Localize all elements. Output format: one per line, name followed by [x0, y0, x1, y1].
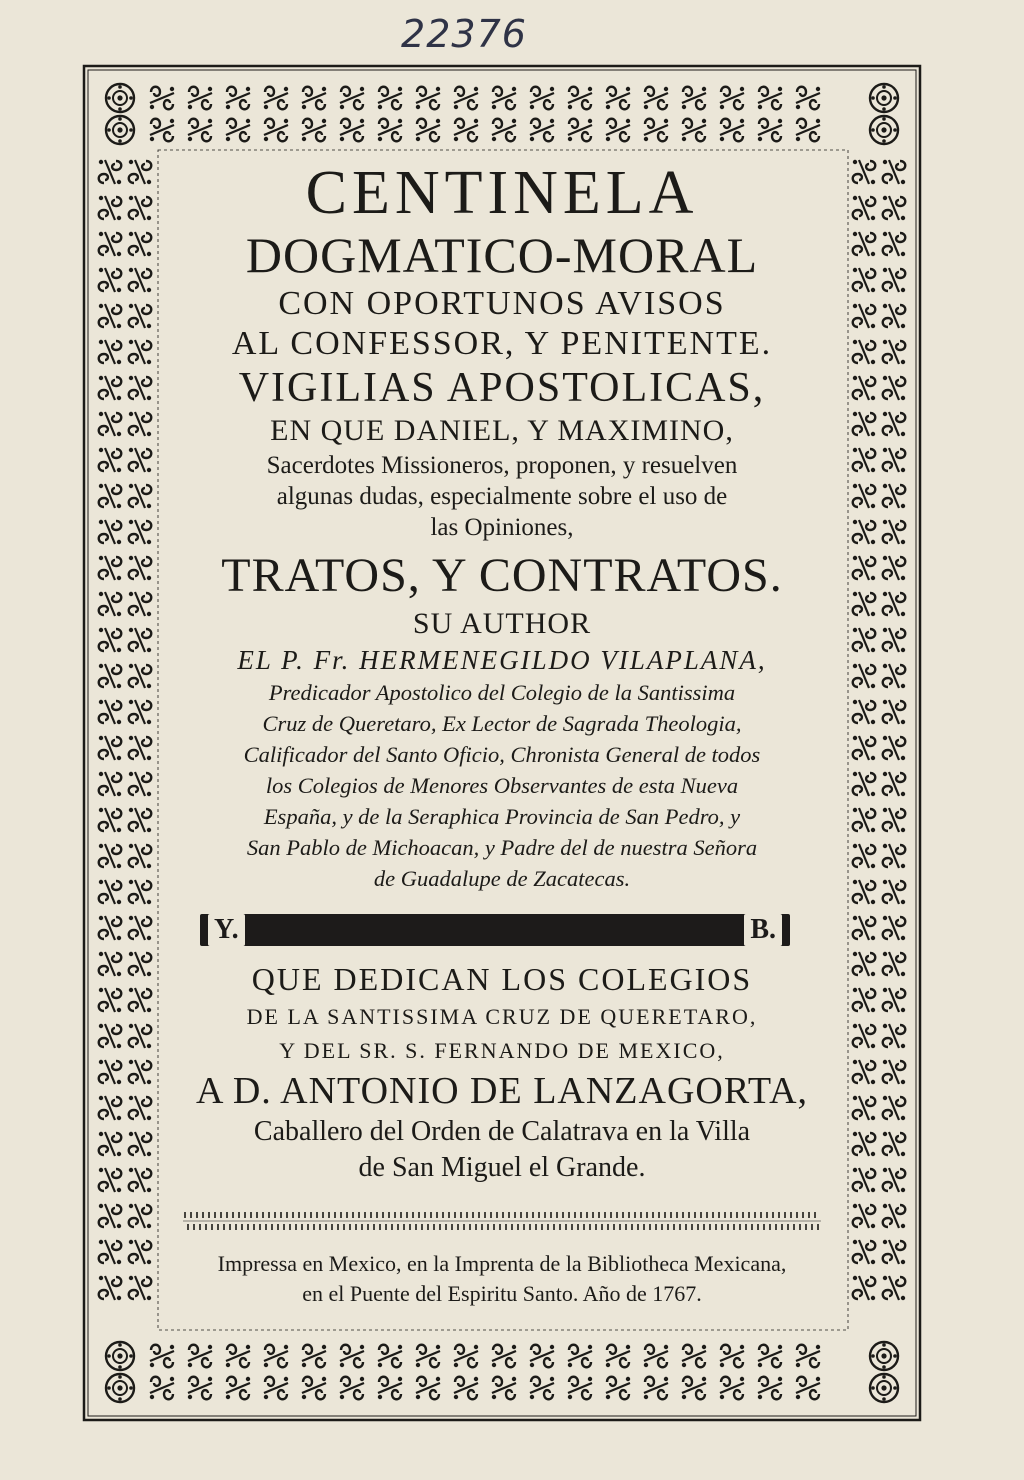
fleuron-ornament-icon	[454, 87, 478, 110]
fleuron-ornament-icon	[129, 1168, 152, 1192]
fleuron-ornament-icon	[99, 304, 122, 328]
fleuron-ornament-icon	[796, 1345, 820, 1368]
fleuron-ornament-icon	[340, 119, 364, 142]
author-credential-line: San Pablo de Michoacan, y Padre del de nuestra Señora	[246, 835, 758, 860]
author-credential-line: Predicador Apostolico del Colegio de la Santissima	[268, 680, 736, 705]
fleuron-ornament-icon	[853, 592, 876, 616]
fleuron-ornament-icon	[416, 1345, 440, 1368]
fleuron-ornament-icon	[883, 736, 906, 760]
fleuron-ornament-icon	[99, 268, 122, 292]
dedication-line-san-miguel: de San Miguel el Grande.	[358, 1152, 646, 1183]
fleuron-ornament-icon	[720, 87, 744, 110]
fleuron-ornament-icon	[129, 880, 152, 904]
fleuron-ornament-icon	[853, 700, 876, 724]
fleuron-ornament-icon	[264, 1345, 288, 1368]
redaction-bar-right-letter: B.	[744, 914, 782, 946]
fleuron-ornament-icon	[99, 700, 122, 724]
fleuron-ornament-icon	[226, 1377, 250, 1400]
title-line-opiniones: las Opiniones,	[430, 514, 574, 541]
fleuron-ornament-icon	[853, 376, 876, 400]
fleuron-ornament-icon	[129, 664, 152, 688]
fleuron-ornament-icon	[853, 556, 876, 580]
author-credential-line: Calificador del Santo Oficio, Chronista General de todos	[243, 742, 761, 767]
title-line-centinela: CENTINELA	[305, 159, 699, 227]
fleuron-ornament-icon	[853, 628, 876, 652]
title-line-sacerdotes: Sacerdotes Missioneros, proponen, y resuelven	[266, 452, 738, 479]
fleuron-ornament-icon	[720, 119, 744, 142]
fleuron-ornament-icon	[150, 119, 174, 142]
fleuron-ornament-icon	[853, 520, 876, 544]
fleuron-ornament-icon	[99, 880, 122, 904]
fleuron-ornament-icon	[853, 1168, 876, 1192]
fleuron-ornament-icon	[99, 484, 122, 508]
fleuron-ornament-icon	[302, 87, 326, 110]
fleuron-ornament-icon	[99, 988, 122, 1012]
fleuron-ornament-icon	[129, 916, 152, 940]
title-line-dogmatico-moral: DOGMATICO-MORAL	[245, 227, 759, 283]
fleuron-ornament-icon	[883, 1204, 906, 1228]
fleuron-ornament-icon	[129, 772, 152, 796]
fleuron-ornament-icon	[758, 87, 782, 110]
fleuron-ornament-icon	[853, 196, 876, 220]
fleuron-ornament-icon	[226, 1345, 250, 1368]
fleuron-ornament-icon	[853, 268, 876, 292]
fleuron-ornament-icon	[302, 119, 326, 142]
fleuron-ornament-icon	[302, 1345, 326, 1368]
fleuron-ornament-icon	[883, 1132, 906, 1156]
fleuron-ornament-icon	[853, 1132, 876, 1156]
fleuron-ornament-icon	[340, 1377, 364, 1400]
fleuron-ornament-icon	[150, 87, 174, 110]
fleuron-ornament-icon	[129, 160, 152, 184]
fleuron-ornament-icon	[340, 1345, 364, 1368]
fleuron-ornament-icon	[129, 988, 152, 1012]
fleuron-ornament-icon	[883, 412, 906, 436]
dedication-line-santissima-cruz: DE LA SANTISSIMA CRUZ DE QUERETARO,	[246, 1004, 758, 1029]
fleuron-ornament-icon	[853, 1024, 876, 1048]
fleuron-ornament-icon	[378, 119, 402, 142]
fleuron-ornament-icon	[644, 87, 668, 110]
rosette-icon	[870, 84, 898, 112]
fleuron-ornament-icon	[99, 1240, 122, 1264]
fleuron-ornament-icon	[99, 232, 122, 256]
fleuron-ornament-icon	[492, 1345, 516, 1368]
fleuron-ornament-icon	[129, 340, 152, 364]
fleuron-ornament-icon	[883, 376, 906, 400]
fleuron-ornament-icon	[226, 87, 250, 110]
fleuron-ornament-icon	[99, 412, 122, 436]
dedication-line-colegios: QUE DEDICAN LOS COLEGIOS	[251, 961, 753, 997]
fleuron-ornament-icon	[264, 1377, 288, 1400]
fleuron-ornament-icon	[129, 1276, 152, 1300]
fleuron-ornament-icon	[129, 304, 152, 328]
fleuron-ornament-icon	[129, 1096, 152, 1120]
rosette-icon	[870, 1374, 898, 1402]
rosette-icon	[106, 84, 134, 112]
fleuron-ornament-icon	[883, 1240, 906, 1264]
rosette-icon	[106, 1342, 134, 1370]
title-line-daniel-maximino: EN QUE DANIEL, Y MAXIMINO,	[270, 414, 734, 447]
fleuron-ornament-icon	[682, 87, 706, 110]
fleuron-ornament-icon	[492, 119, 516, 142]
fleuron-ornament-icon	[99, 952, 122, 976]
fleuron-ornament-icon	[226, 119, 250, 142]
fleuron-ornament-icon	[378, 87, 402, 110]
fleuron-ornament-icon	[682, 1377, 706, 1400]
fleuron-ornament-icon	[883, 232, 906, 256]
fleuron-ornament-icon	[853, 160, 876, 184]
fleuron-ornament-icon	[853, 448, 876, 472]
fleuron-ornament-icon	[853, 1276, 876, 1300]
fleuron-ornament-icon	[796, 119, 820, 142]
fleuron-ornament-icon	[129, 196, 152, 220]
fleuron-ornament-icon	[883, 340, 906, 364]
fleuron-ornament-icon	[99, 772, 122, 796]
fleuron-ornament-icon	[129, 268, 152, 292]
fleuron-ornament-icon	[492, 1377, 516, 1400]
fleuron-ornament-icon	[883, 916, 906, 940]
fleuron-ornament-icon	[378, 1377, 402, 1400]
fleuron-ornament-icon	[188, 119, 212, 142]
fleuron-ornament-icon	[129, 448, 152, 472]
redaction-bar-wrapper	[170, 912, 834, 948]
author-credential-line: de Guadalupe de Zacatecas.	[373, 866, 631, 891]
fleuron-ornament-icon	[853, 880, 876, 904]
fleuron-ornament-icon	[129, 520, 152, 544]
fleuron-ornament-icon	[129, 556, 152, 580]
fleuron-ornament-icon	[530, 1345, 554, 1368]
fleuron-ornament-icon	[99, 520, 122, 544]
fleuron-ornament-icon	[99, 844, 122, 868]
fleuron-ornament-icon	[99, 1276, 122, 1300]
fleuron-ornament-icon	[129, 808, 152, 832]
title-line-confessor: AL CONFESSOR, Y PENITENTE.	[231, 325, 773, 362]
fleuron-ornament-icon	[853, 340, 876, 364]
fleuron-ornament-icon	[883, 268, 906, 292]
fleuron-ornament-icon	[853, 1060, 876, 1084]
handwritten-catalog-number: 22376	[401, 12, 527, 56]
fleuron-ornament-icon	[883, 196, 906, 220]
rosette-icon	[106, 1374, 134, 1402]
rosette-icon	[870, 1342, 898, 1370]
dedicatee-name: A D. ANTONIO DE LANZAGORTA,	[195, 1070, 809, 1112]
fleuron-ornament-icon	[883, 1168, 906, 1192]
fleuron-ornament-icon	[758, 1377, 782, 1400]
fleuron-ornament-icon	[883, 520, 906, 544]
fleuron-ornament-icon	[606, 1377, 630, 1400]
imprint-line-2: en el Puente del Espiritu Santo. Año de 1767.	[302, 1281, 702, 1306]
fleuron-ornament-icon	[129, 844, 152, 868]
fleuron-ornament-icon	[883, 1060, 906, 1084]
fleuron-ornament-icon	[883, 808, 906, 832]
fleuron-ornament-icon	[644, 119, 668, 142]
fleuron-ornament-icon	[883, 1276, 906, 1300]
fleuron-ornament-icon	[129, 952, 152, 976]
fleuron-ornament-icon	[796, 87, 820, 110]
fleuron-ornament-icon	[99, 628, 122, 652]
title-line-vigilias: VIGILIAS APOSTOLICAS,	[238, 365, 766, 411]
fleuron-ornament-icon	[883, 304, 906, 328]
dedication-line-caballero: Caballero del Orden de Calatrava en la Villa	[253, 1116, 751, 1147]
fleuron-ornament-icon	[682, 1345, 706, 1368]
fleuron-ornament-icon	[530, 1377, 554, 1400]
fleuron-ornament-icon	[188, 1345, 212, 1368]
fleuron-ornament-icon	[99, 592, 122, 616]
fleuron-ornament-icon	[853, 1240, 876, 1264]
author-name: EL P. Fr. HERMENEGILDO VILAPLANA,	[237, 645, 767, 675]
fleuron-ornament-icon	[129, 628, 152, 652]
fleuron-ornament-icon	[99, 196, 122, 220]
fleuron-ornament-icon	[129, 1132, 152, 1156]
fleuron-ornament-icon	[644, 1345, 668, 1368]
author-heading: SU AUTHOR	[412, 607, 592, 640]
fleuron-ornament-icon	[416, 87, 440, 110]
fleuron-ornament-icon	[492, 87, 516, 110]
author-credential-line: los Colegios de Menores Observantes de esta Nueva	[265, 773, 739, 798]
fleuron-ornament-icon	[883, 556, 906, 580]
fleuron-ornament-icon	[883, 664, 906, 688]
fleuron-ornament-icon	[454, 1377, 478, 1400]
fleuron-ornament-icon	[454, 119, 478, 142]
fleuron-ornament-icon	[340, 87, 364, 110]
fleuron-ornament-icon	[99, 1168, 122, 1192]
fleuron-ornament-icon	[302, 1377, 326, 1400]
fleuron-ornament-icon	[150, 1345, 174, 1368]
fleuron-ornament-icon	[129, 592, 152, 616]
fleuron-ornament-icon	[264, 119, 288, 142]
fleuron-ornament-icon	[883, 844, 906, 868]
title-page-text	[170, 159, 834, 1306]
fleuron-ornament-icon	[99, 376, 122, 400]
fleuron-ornament-icon	[883, 484, 906, 508]
fleuron-ornament-icon	[853, 232, 876, 256]
fleuron-ornament-icon	[188, 1377, 212, 1400]
fleuron-ornament-icon	[883, 952, 906, 976]
fleuron-ornament-icon	[129, 1060, 152, 1084]
fleuron-ornament-icon	[606, 1345, 630, 1368]
fleuron-ornament-icon	[129, 1204, 152, 1228]
fleuron-ornament-icon	[568, 119, 592, 142]
fleuron-ornament-icon	[853, 1096, 876, 1120]
fleuron-ornament-icon	[606, 119, 630, 142]
fleuron-ornament-icon	[568, 87, 592, 110]
fleuron-ornament-icon	[99, 1204, 122, 1228]
fleuron-ornament-icon	[758, 1345, 782, 1368]
fleuron-ornament-icon	[853, 304, 876, 328]
fleuron-ornament-icon	[99, 556, 122, 580]
fleuron-ornament-icon	[853, 412, 876, 436]
fleuron-ornament-icon	[883, 448, 906, 472]
fleuron-ornament-icon	[606, 87, 630, 110]
author-credential-line: Cruz de Queretaro, Ex Lector de Sagrada Theologia,	[262, 711, 742, 736]
fleuron-ornament-icon	[129, 1024, 152, 1048]
fleuron-ornament-icon	[883, 700, 906, 724]
fleuron-ornament-icon	[568, 1377, 592, 1400]
fleuron-ornament-icon	[264, 87, 288, 110]
fleuron-ornament-icon	[188, 87, 212, 110]
redaction-bar-left-letter: Y.	[208, 914, 245, 946]
fleuron-ornament-icon	[99, 448, 122, 472]
fleuron-ornament-icon	[99, 916, 122, 940]
fleuron-ornament-icon	[129, 376, 152, 400]
title-line-dudas: algunas dudas, especialmente sobre el uso de	[276, 483, 728, 510]
fleuron-ornament-icon	[853, 808, 876, 832]
imprint-line-1: Impressa en Mexico, en la Imprenta de la Bibliotheca Mexicana,	[217, 1251, 787, 1276]
fleuron-ornament-icon	[883, 772, 906, 796]
fleuron-ornament-icon	[883, 592, 906, 616]
dedication-line-fernando: Y DEL SR. S. FERNANDO DE MEXICO,	[279, 1038, 725, 1063]
fleuron-ornament-icon	[150, 1377, 174, 1400]
fleuron-ornament-icon	[416, 119, 440, 142]
fleuron-ornament-icon	[99, 340, 122, 364]
fleuron-ornament-icon	[853, 844, 876, 868]
fleuron-ornament-icon	[530, 87, 554, 110]
fleuron-ornament-icon	[129, 1240, 152, 1264]
fleuron-ornament-icon	[883, 1024, 906, 1048]
rosette-icon	[870, 116, 898, 144]
rosette-icon	[106, 116, 134, 144]
fleuron-ornament-icon	[454, 1345, 478, 1368]
fleuron-ornament-icon	[853, 772, 876, 796]
fleuron-ornament-icon	[99, 1096, 122, 1120]
fleuron-ornament-icon	[129, 232, 152, 256]
fleuron-ornament-icon	[530, 119, 554, 142]
fleuron-ornament-icon	[644, 1377, 668, 1400]
fleuron-ornament-icon	[129, 484, 152, 508]
fleuron-ornament-icon	[99, 664, 122, 688]
fleuron-ornament-icon	[853, 736, 876, 760]
fleuron-ornament-icon	[883, 1096, 906, 1120]
author-credential-line: España, y de la Seraphica Provincia de San Pedro, y	[263, 804, 741, 829]
fleuron-ornament-icon	[883, 628, 906, 652]
ornamental-rule	[177, 1208, 827, 1239]
fleuron-ornament-icon	[796, 1377, 820, 1400]
fleuron-ornament-icon	[378, 1345, 402, 1368]
fleuron-ornament-icon	[853, 952, 876, 976]
fleuron-ornament-icon	[883, 160, 906, 184]
fleuron-ornament-icon	[568, 1345, 592, 1368]
fleuron-ornament-icon	[758, 119, 782, 142]
fleuron-ornament-icon	[129, 700, 152, 724]
fleuron-ornament-icon	[720, 1345, 744, 1368]
fleuron-ornament-icon	[883, 880, 906, 904]
title-line-tratos-contratos: TRATOS, Y CONTRATOS.	[221, 549, 783, 602]
fleuron-ornament-icon	[883, 988, 906, 1012]
fleuron-ornament-icon	[853, 664, 876, 688]
fleuron-ornament-icon	[853, 988, 876, 1012]
fleuron-ornament-icon	[99, 808, 122, 832]
ornamental-rule-icon	[177, 1208, 827, 1234]
redaction-bar	[200, 914, 790, 946]
fleuron-ornament-icon	[682, 119, 706, 142]
fleuron-ornament-icon	[99, 736, 122, 760]
fleuron-ornament-icon	[720, 1377, 744, 1400]
fleuron-ornament-icon	[99, 1060, 122, 1084]
fleuron-ornament-icon	[99, 1024, 122, 1048]
fleuron-ornament-icon	[853, 1204, 876, 1228]
title-line-avisos: CON OPORTUNOS AVISOS	[278, 285, 726, 322]
fleuron-ornament-icon	[853, 916, 876, 940]
fleuron-ornament-icon	[129, 412, 152, 436]
fleuron-ornament-icon	[99, 1132, 122, 1156]
fleuron-ornament-icon	[416, 1377, 440, 1400]
fleuron-ornament-icon	[99, 160, 122, 184]
fleuron-ornament-icon	[129, 736, 152, 760]
fleuron-ornament-icon	[853, 484, 876, 508]
